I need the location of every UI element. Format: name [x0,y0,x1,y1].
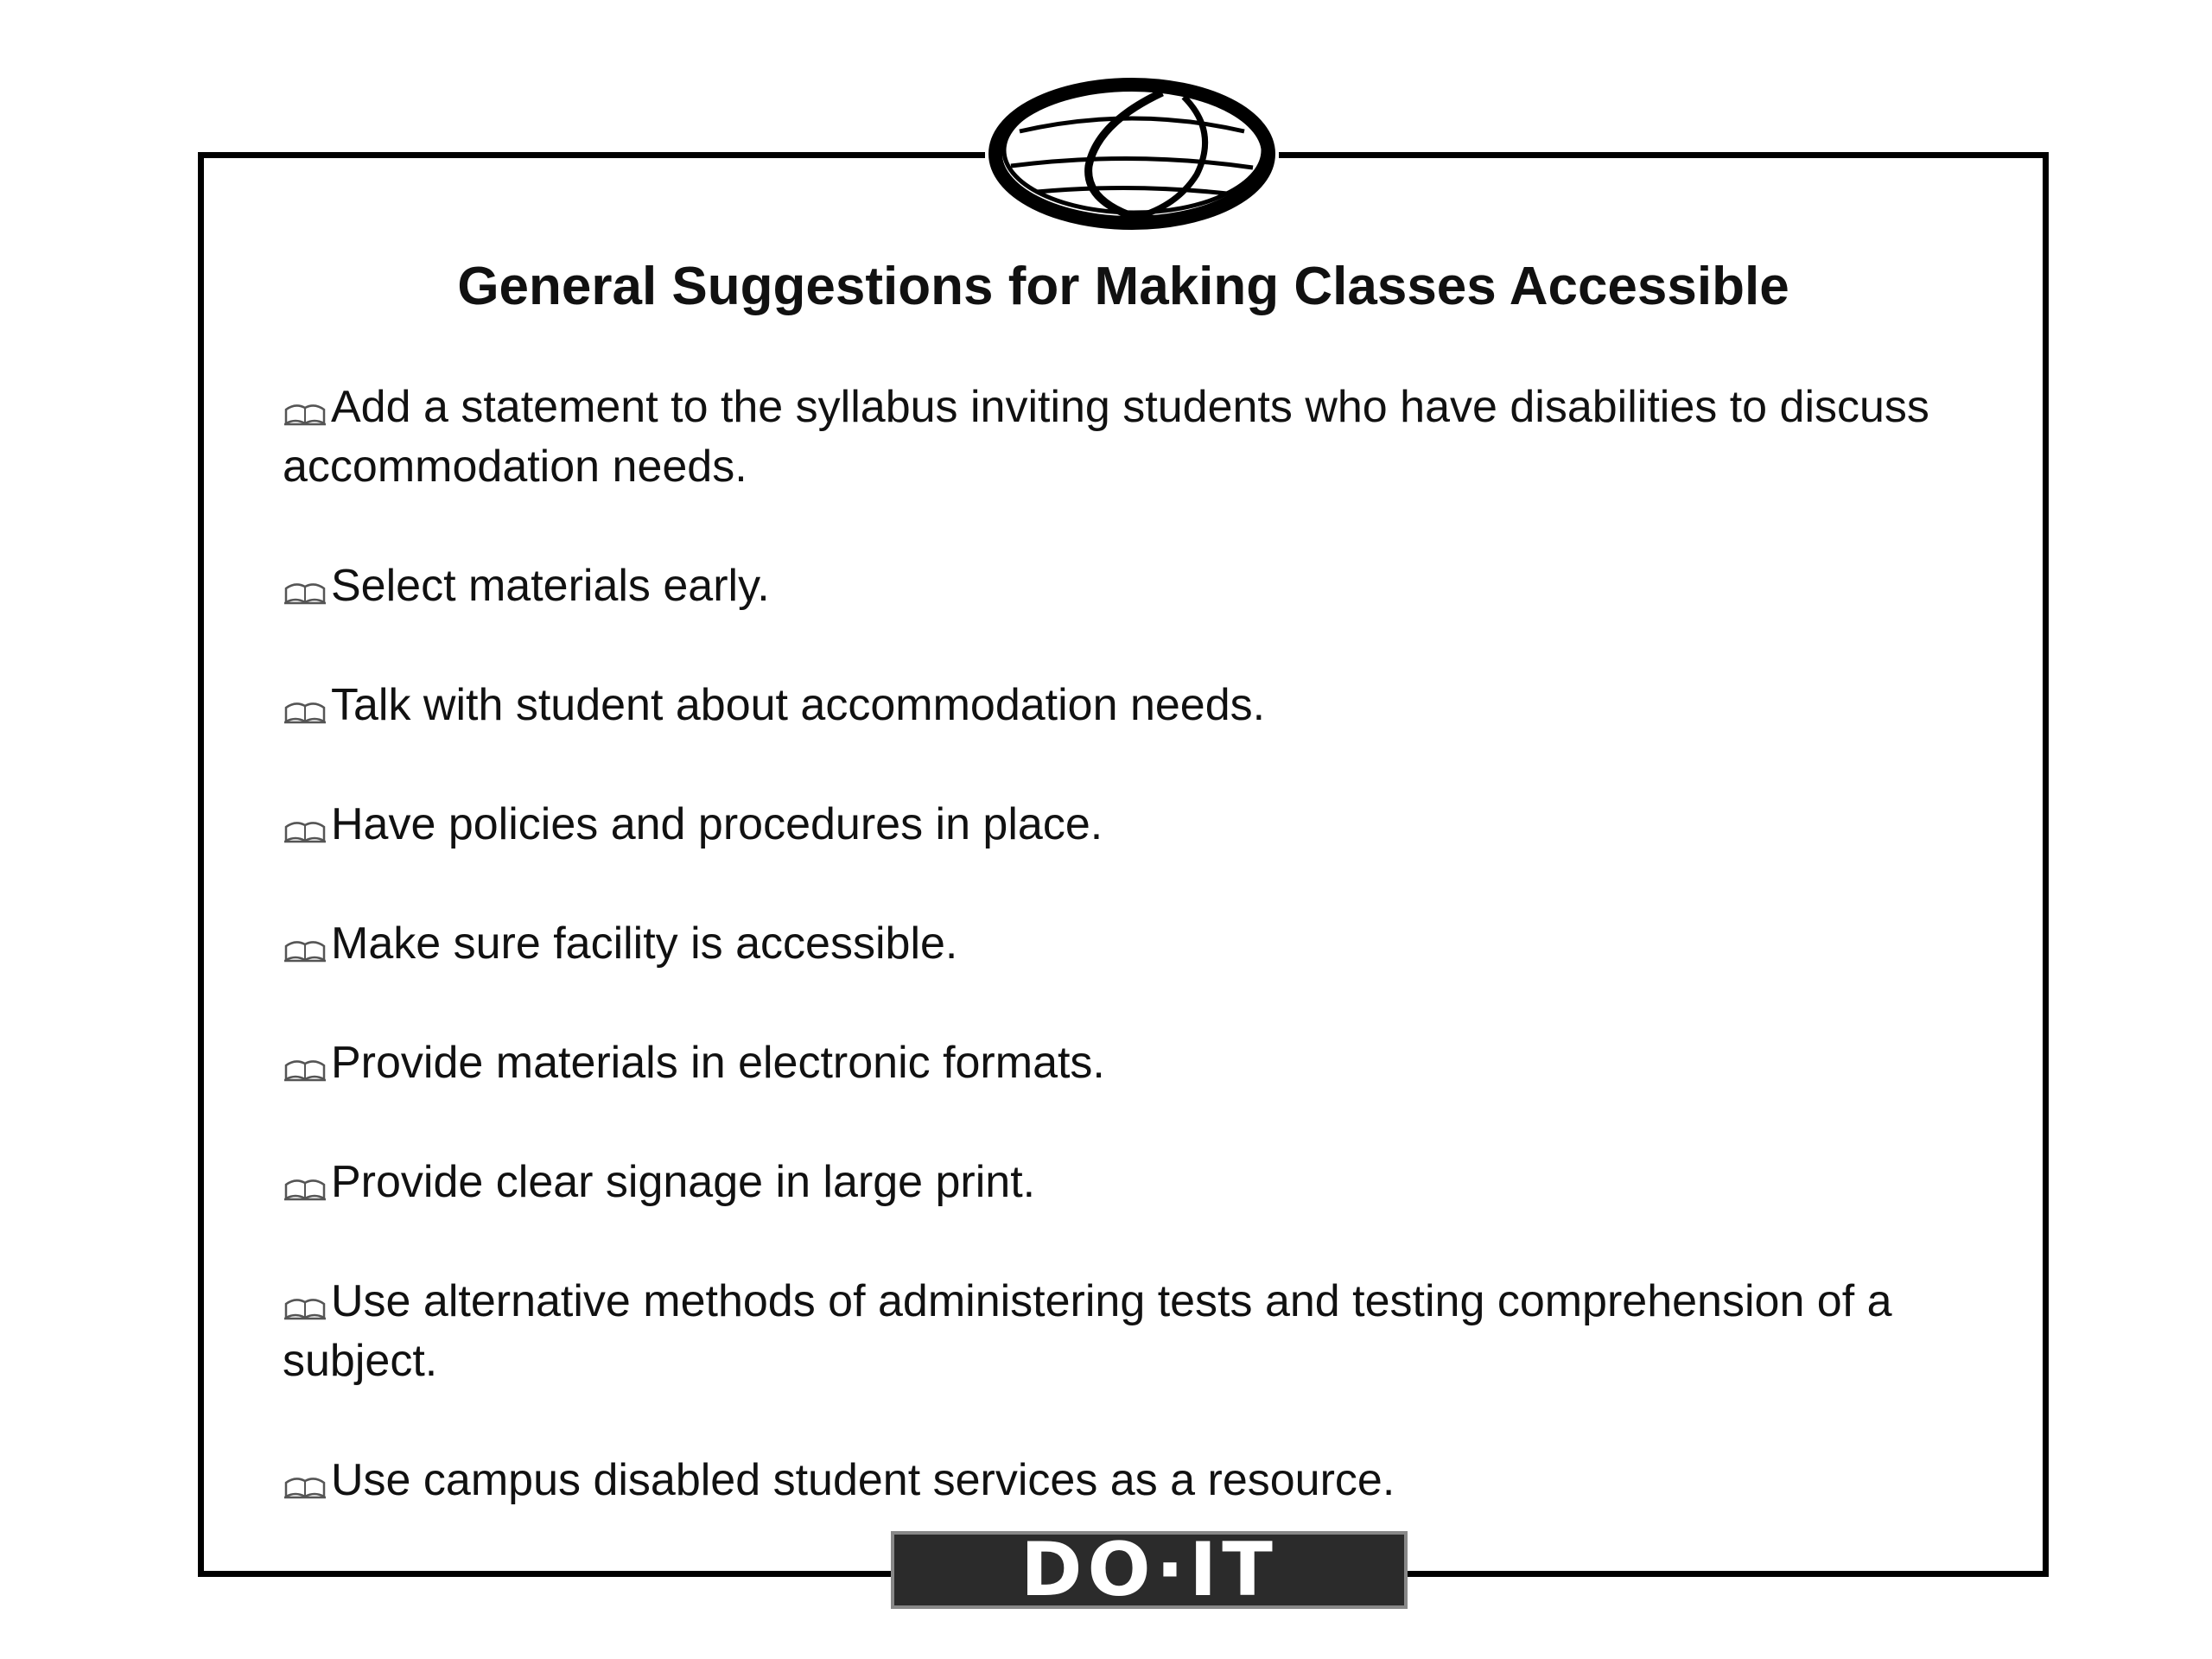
list-item-text: Use campus disabled student services as a resource. [331,1455,1395,1505]
open-book-icon [283,397,327,427]
globe-logo-icon [985,71,1279,235]
open-book-icon [283,1173,327,1202]
list-item [283,1033,2002,1093]
list-item-text: Add a statement to the syllabus inviting students who have disabilities to discuss accommodation needs. [283,382,1929,492]
suggestion-list [283,378,2002,1570]
list-item [283,1153,2002,1212]
list-item [283,378,2002,497]
list-item-text: Make sure facility is accessible. [331,918,958,969]
open-book-icon [283,1053,327,1083]
doit-logo: DO·IT [891,1531,1408,1609]
list-item [283,914,2002,974]
open-book-icon [283,576,327,606]
open-book-icon [283,934,327,963]
list-item-text: Provide materials in electronic formats. [331,1038,1105,1088]
list-item-text: Select materials early. [331,561,770,611]
list-item [283,795,2002,855]
list-item [283,676,2002,735]
open-book-icon [283,1471,327,1500]
open-book-icon [283,815,327,844]
list-item [283,1451,2002,1510]
list-item [283,556,2002,616]
list-item-text: Use alternative methods of administering tests and testing comprehension of a subject. [283,1276,1892,1386]
list-item-text: Talk with student about accommodation needs. [331,680,1266,730]
list-item-text: Have policies and procedures in place. [331,799,1103,849]
open-book-icon [283,1292,327,1321]
open-book-icon [283,696,327,725]
list-item-text: Provide clear signage in large print. [331,1157,1036,1207]
list-item [283,1272,2002,1391]
page-title: General Suggestions for Making Classes Accessible [457,257,1789,316]
